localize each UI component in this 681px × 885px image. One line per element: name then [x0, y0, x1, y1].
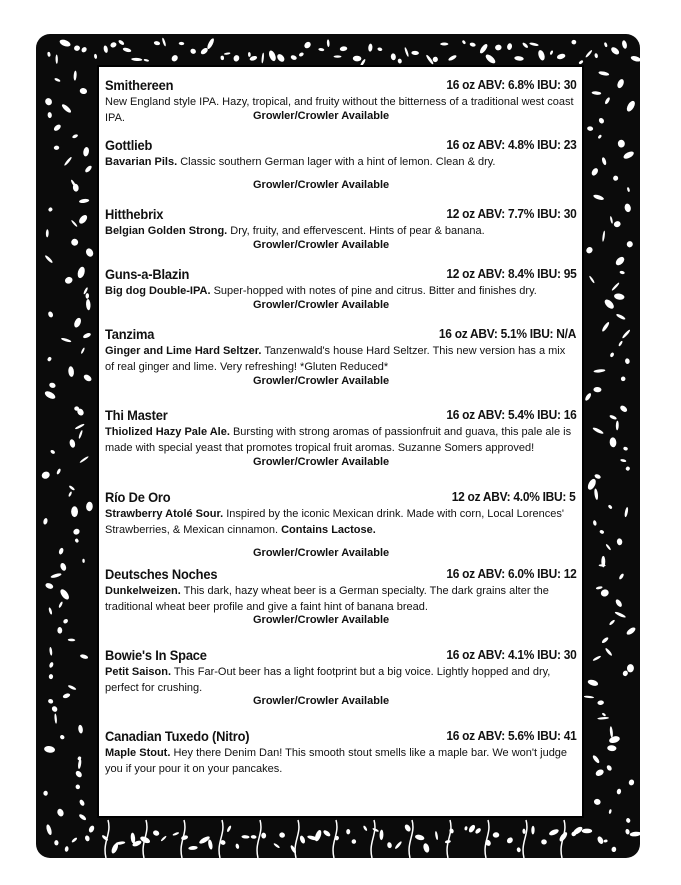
beer-entry-thi-master [105, 407, 576, 468]
beer-name: Hitthebrix [105, 206, 164, 222]
growler-note: Growler/Crowler Available [253, 695, 390, 707]
beer-style: Big dog Double-IPA. [105, 285, 211, 297]
beer-entry-hitthebrix [105, 206, 576, 251]
beer-stats: 16 oz ABV: 5.1% IBU: N/A [438, 326, 576, 341]
beer-desc-text: Inspired by the iconic Mexican drink. Made with corn, Local Lorences' Strawberries, & Mexican cinnamon. [105, 508, 565, 536]
beer-name: Smithereen [105, 77, 174, 93]
beer-name: Guns-a-Blazin [105, 266, 190, 282]
beer-stats: 12 oz ABV: 7.7% IBU: 30 [445, 206, 576, 221]
beer-entry-bowies-in-space [105, 647, 576, 707]
beer-description [105, 507, 576, 538]
beer-stats: 12 oz ABV: 4.0% IBU: 5 [452, 489, 576, 504]
beer-stats: 16 oz ABV: 6.8% IBU: 30 [445, 77, 576, 92]
beer-entry-guns-a-blazin [105, 266, 576, 311]
beer-desc-text: Classic southern German lager with a hint of lemon. Clean & dry. [177, 156, 496, 168]
beer-style: Belgian Golden Strong. [105, 225, 228, 237]
beer-description [105, 746, 576, 777]
beer-entry-canadian-tuxedo [105, 728, 576, 777]
beer-name: Río De Oro [105, 489, 171, 505]
growler-note: Growler/Crowler Available [253, 614, 390, 626]
growler-note: Growler/Crowler Available [253, 239, 390, 251]
beer-description [105, 155, 576, 171]
beer-name: Canadian Tuxedo (Nitro) [105, 728, 250, 744]
beer-desc-text: Hey there Denim Dan! This smooth stout smells like a maple bar. We won't judge you if your pour it on your pancakes. [105, 747, 568, 775]
beer-stats: 16 oz ABV: 6.0% IBU: 12 [445, 566, 576, 581]
beer-entry-deutsches-noches [105, 566, 576, 626]
beer-desc-text: Bursting with strong aromas of passionfruit and guava, this pale ale is made with special yeast that promotes tropical fruit aromas. Suzanne Somers approved! [105, 426, 572, 454]
beer-style: Ginger and Lime Hard Seltzer. [105, 345, 262, 357]
beer-desc-text: This dark, hazy wheat beer is a German specialty. The dark grains alter the traditional wheat beer profile and give a faint hint of banana bread. [105, 585, 549, 613]
beer-description [105, 224, 576, 240]
beer-description [105, 425, 576, 456]
growler-note: Growler/Crowler Available [253, 456, 390, 468]
growler-note: Growler/Crowler Available [253, 375, 390, 387]
growler-note: Growler/Crowler Available [253, 299, 390, 311]
beer-name: Tanzima [105, 326, 155, 342]
beer-name: Deutsches Noches [105, 566, 218, 582]
beer-description [105, 284, 576, 300]
beer-description [105, 665, 576, 696]
growler-note: Growler/Crowler Available [253, 547, 390, 559]
beer-entry-smithereen [105, 77, 576, 126]
beer-style: Petit Saison. [105, 666, 172, 678]
beer-style: Strawberry Atolé Sour. [105, 508, 224, 520]
beer-description [105, 584, 576, 615]
beer-name: Bowie's In Space [105, 647, 207, 663]
beer-entry-tanzima [105, 326, 576, 387]
allergen-note: Contains Lactose. [281, 523, 376, 536]
beer-style: Maple Stout. [105, 747, 171, 759]
beer-desc-text: Tanzenwald's house Hard Seltzer. This new version has a mix of real ginger and lime. Very refreshing! *Gluten Reduced* [105, 345, 566, 373]
beer-name: Thi Master [105, 407, 168, 423]
beer-stats: 16 oz ABV: 5.6% IBU: 41 [445, 728, 576, 743]
beer-entry-gottlieb [105, 137, 576, 191]
beer-desc-text: New England style IPA. Hazy, tropical, and fruity without the bitterness of a traditional west coast IPA. [105, 96, 574, 124]
beer-stats: 16 oz ABV: 4.1% IBU: 30 [445, 647, 576, 662]
beer-entry-rio-de-oro [105, 489, 576, 559]
beer-stats: 12 oz ABV: 8.4% IBU: 95 [445, 266, 576, 281]
beer-name: Gottlieb [105, 137, 153, 153]
beer-style: Bavarian Pils. [105, 156, 178, 168]
beer-stats: 16 oz ABV: 5.4% IBU: 16 [445, 407, 576, 422]
beer-desc-text: Dry, fruity, and effervescent. Hints of pear & banana. [227, 225, 485, 237]
growler-note: Growler/Crowler Available [253, 179, 390, 191]
beer-desc-text: Super-hopped with notes of pine and citrus. Bitter and finishes dry. [210, 285, 537, 297]
beer-style: Dunkelweizen. [105, 585, 181, 597]
beer-stats: 16 oz ABV: 4.8% IBU: 23 [445, 137, 576, 152]
beer-style: Thiolized Hazy Pale Ale. [105, 426, 230, 438]
beer-description [105, 344, 576, 375]
beer-desc-text: This Far-Out beer has a light footprint but a big voice. Lightly hopped and dry, perfect for crushing. [105, 666, 551, 694]
growler-note: Growler/Crowler Available [253, 110, 390, 122]
